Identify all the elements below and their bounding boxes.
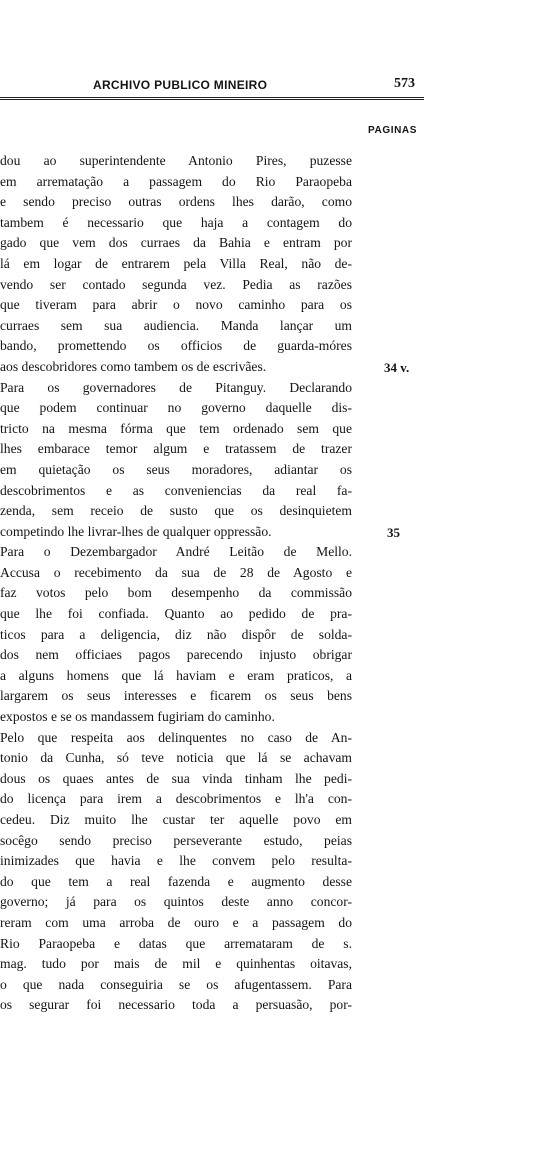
text-line: dos nem officiaes pagos parecendo injusto obrigar: [0, 647, 352, 663]
text-line: descobrimentos e as conveniencias da real fa-: [0, 482, 352, 498]
text-line: tambem é necessario que haja a contagem do: [0, 214, 352, 230]
marginal-page-ref: 35: [387, 524, 400, 540]
text-line: tricto na mesma fórma que tem ordenado sem que: [0, 420, 352, 436]
text-line: Pelo que respeita aos delinquentes no caso de An-: [0, 729, 352, 745]
text-line: zenda, sem receio de susto que os desinquietem: [0, 503, 352, 519]
body-text: [0, 151, 352, 1016]
text-line: tonio da Cunha, só teve noticia que lá se achavam: [0, 750, 352, 766]
text-line: que podem continuar no governo daquelle dis-: [0, 400, 352, 416]
text-line: em quietação os seus moradores, adiantar os: [0, 461, 352, 477]
text-line: socêgo sendo preciso perseverante estudo, peias: [0, 832, 352, 848]
text-line: do que tem a real fazenda e augmento desse: [0, 873, 352, 889]
text-line: o que nada conseguiria se os afugentassem. Para: [0, 976, 352, 992]
text-line: dou ao superintendente Antonio Pires, puzesse: [0, 153, 352, 168]
text-line: do licença para irem a descobrimentos e lh'a con-: [0, 791, 352, 807]
text-line: dous os quaes antes de sua vinda tinham lhe pedi-: [0, 770, 352, 786]
text-line: faz votos pelo bom desempenho da commissão: [0, 585, 352, 601]
text-line: Accusa o recebimento da sua de 28 de Agosto e: [0, 564, 352, 580]
text-line: largarem os seus interesses e ficarem os seus bens: [0, 688, 352, 704]
text-line: bando, promettendo os officios de guarda-móres: [0, 338, 352, 354]
text-line: curraes sem sua audiencia. Manda lançar um: [0, 317, 352, 333]
text-line: competindo lhe livrar-lhes de qualquer oppressão.: [0, 523, 272, 539]
running-title: ARCHIVO PUBLICO MINEIRO: [93, 78, 268, 92]
text-line: os segurar foi necessario toda a persuasão, por-: [0, 997, 352, 1013]
text-line: aos descobridores como tambem os de escrivães.: [0, 358, 267, 374]
text-line: cedeu. Diz muito lhe custar ter aquelle povo em: [0, 812, 352, 827]
text-line: Rio Paraopeba e datas que arremataram de s.: [0, 935, 352, 951]
text-line: que lhe foi confiada. Quanto ao pedido de pra-: [0, 606, 352, 622]
text-line: gado que vem dos curraes da Bahia e entram por: [0, 235, 352, 251]
text-line: governo; já para os quintos deste anno concor-: [0, 894, 352, 910]
text-line: que tiveram para abrir o novo caminho para os: [0, 297, 352, 313]
text-line: Para o Dezembargador André Leitão de Mello.: [0, 544, 352, 560]
text-line: vendo ser contado segunda vez. Pedia as razões: [0, 276, 352, 292]
text-line: mag. tudo por mais de mil e quinhentas oitavas,: [0, 956, 352, 972]
text-line: reram com uma arroba de ouro e a passagem do: [0, 914, 352, 930]
marginal-page-ref: 34 v.: [384, 360, 410, 375]
text-line: a alguns homens que lá haviam e eram praticos, a: [0, 667, 352, 683]
text-line: inimizades que havia e lhe convem pelo resulta-: [0, 853, 352, 869]
text-line: ticos para a deligencia, diz não dispôr de solda-: [0, 626, 352, 642]
page-header: [0, 76, 551, 104]
text-line: Para os governadores de Pitanguy. Declarando: [0, 379, 352, 395]
header-rule: [0, 97, 424, 100]
text-line: em arrematação a passagem do Rio Paraopeba: [0, 173, 352, 189]
text-line: e sendo preciso outras ordens lhes darão, como: [0, 194, 352, 210]
page-number: 573: [394, 76, 415, 91]
text-line: lá em logar de entrarem pela Villa Real, não de-: [0, 255, 352, 271]
text-line: expostos e se os mandassem fugiriam do caminho.: [0, 709, 275, 725]
text-line: lhes embarace temor algum e tratassem de trazer: [0, 441, 352, 457]
column-label-paginas: PAGINAS: [368, 125, 418, 136]
